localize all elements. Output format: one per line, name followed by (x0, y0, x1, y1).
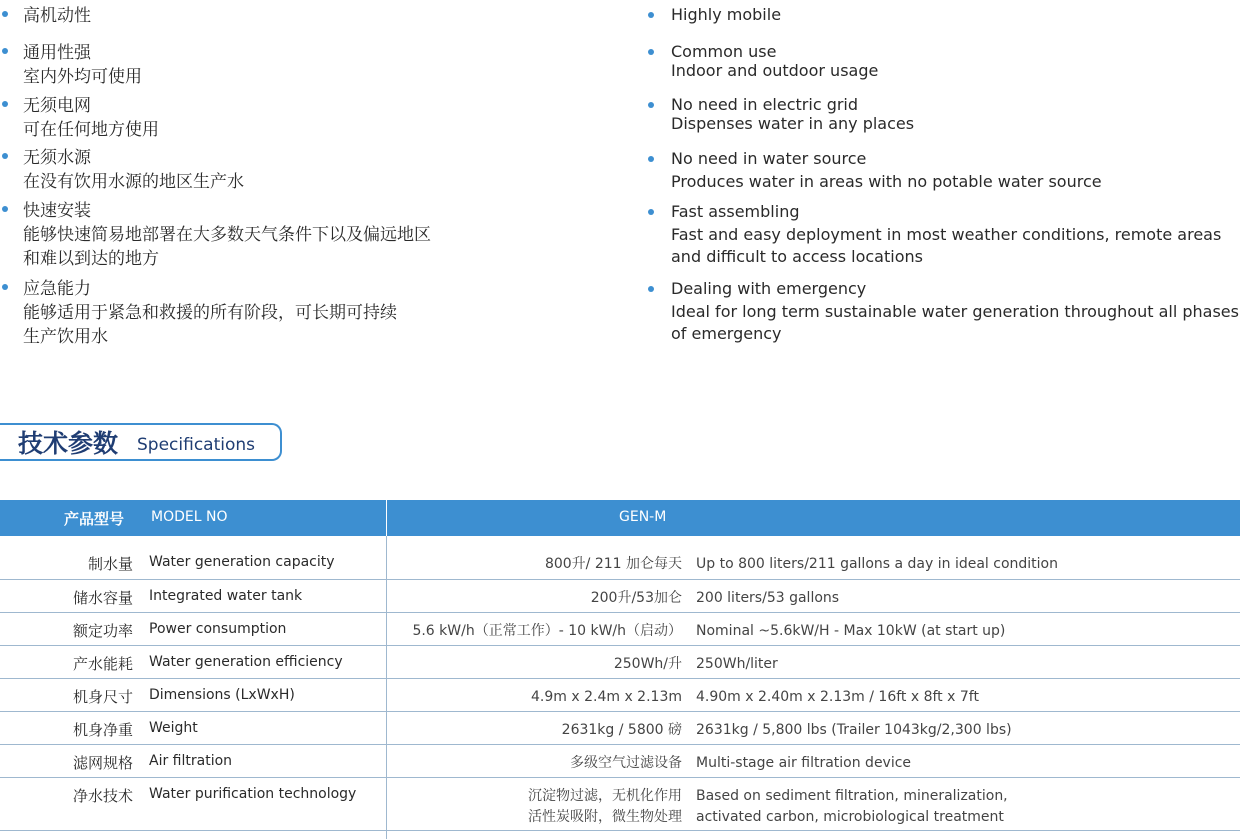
table-row (0, 580, 1240, 613)
feature-desc: Produces water in areas with no potable water source (671, 172, 1102, 191)
feature-desc: 和难以到达的地方 (23, 249, 159, 269)
row-value-en: 250Wh/liter (696, 656, 778, 672)
feature-title: Common use (671, 42, 777, 61)
bullet-icon (648, 12, 654, 18)
row-label-en: Integrated water tank (149, 588, 303, 604)
table-row (0, 745, 1240, 778)
bullet-icon (648, 286, 654, 292)
row-label-cn: 产水能耗 (72, 655, 133, 673)
feature-desc: 可在任何地方使用 (23, 120, 159, 140)
header-model-en: MODEL NO (151, 509, 228, 525)
bullet-icon (648, 209, 654, 215)
feature-title: No need in electric grid (671, 95, 859, 114)
header-divider (386, 500, 387, 536)
feature-desc: Indoor and outdoor usage (671, 61, 879, 80)
row-label-en: Water generation efficiency (149, 654, 343, 670)
row-label-cn: 机身净重 (72, 721, 133, 739)
row-value-cn: 4.9m x 2.4m x 2.13m (531, 689, 682, 705)
feature-desc: 能够快速简易地部署在大多数天气条件下以及偏远地区 (23, 225, 431, 245)
row-value-en: 2631kg / 5,800 lbs (Trailer 1043kg/2,300 lbs) (696, 722, 1012, 738)
row-label-en: Dimensions (LxWxH) (149, 687, 295, 703)
feature-title: 通用性强 (23, 43, 91, 63)
feature-title: Fast assembling (671, 202, 800, 221)
row-value-en: Multi-stage air filtration device (696, 755, 912, 771)
feature-title: No need in water source (671, 149, 867, 168)
table-row (0, 613, 1240, 646)
feature-title: 应急能力 (23, 279, 91, 299)
section-heading-cn: 技术参数 (18, 429, 119, 458)
header-model-value: GEN-M (619, 509, 667, 525)
row-value-en: 200 liters/53 gallons (696, 590, 840, 606)
bullet-icon (2, 101, 8, 107)
row-label-cn: 净水技术 (72, 787, 133, 805)
table-row (0, 646, 1240, 679)
feature-desc: 生产饮用水 (23, 327, 108, 347)
row-label-en: Air filtration (149, 753, 233, 769)
row-value-cn: 250Wh/升 (613, 656, 682, 672)
row-label-en: Water purification technology (149, 786, 357, 802)
bullet-icon (2, 153, 8, 159)
feature-desc: Ideal for long term sustainable water generation throughout all phases of emergency (671, 302, 1239, 343)
row-label-en: Weight (149, 720, 198, 736)
row-label-en: Water generation capacity (149, 554, 335, 570)
table-row (0, 712, 1240, 745)
row-value-cn: 5.6 kW/h（正常工作）- 10 kW/h（启动） (412, 623, 682, 639)
feature-title: Highly mobile (671, 5, 782, 24)
bullet-icon (648, 102, 654, 108)
feature-desc: Fast and easy deployment in most weather conditions, remote areas and difficult to access locations (671, 225, 1222, 266)
row-value-cn: 2631kg / 5800 磅 (561, 722, 682, 738)
table-header (0, 500, 1240, 536)
bullet-icon (2, 206, 8, 212)
row-value-en: activated carbon, microbiological treatment (696, 809, 1004, 825)
row-value-cn: 活性炭吸附，微生物处理 (528, 809, 682, 825)
feature-desc: Dispenses water in any places (671, 114, 915, 133)
row-label-cn: 制水量 (87, 555, 133, 573)
table-row (0, 546, 1240, 580)
row-label-cn: 机身尺寸 (72, 688, 133, 706)
feature-desc: 能够适用于紧急和救援的所有阶段，可长期可持续 (23, 303, 397, 323)
feature-title: Dealing with emergency (671, 279, 867, 298)
row-value-cn: 800升/ 211 加仑每天 (544, 556, 682, 572)
row-value-cn: 200升/53加仑 (590, 590, 682, 606)
bullet-icon (2, 11, 8, 17)
table-row (0, 778, 1240, 831)
row-value-cn: 多级空气过滤设备 (570, 755, 682, 771)
section-heading-en: Specifications (137, 435, 256, 455)
bullet-icon (648, 49, 654, 55)
row-label-cn: 额定功率 (72, 622, 133, 640)
row-value-en: Nominal ~5.6kW/H - Max 10kW (at start up) (696, 623, 1006, 639)
feature-desc: 室内外均可使用 (23, 67, 142, 87)
bullet-icon (2, 48, 8, 54)
feature-desc: 在没有饮用水源的地区生产水 (23, 172, 244, 192)
bullet-icon (648, 156, 654, 162)
row-label-en: Power consumption (149, 621, 287, 637)
feature-title: 无须水源 (23, 148, 91, 168)
row-label-cn: 滤网规格 (72, 754, 133, 772)
feature-title: 无须电网 (23, 96, 91, 116)
section-heading (0, 423, 282, 461)
table-row (0, 679, 1240, 712)
row-value-en: 4.90m x 2.40m x 2.13m / 16ft x 8ft x 7ft (696, 689, 979, 705)
row-value-en: Up to 800 liters/211 gallons a day in ideal condition (696, 556, 1058, 572)
header-model-cn: 产品型号 (64, 510, 125, 528)
row-value-cn: 沉淀物过滤，无机化作用 (528, 788, 682, 804)
bullet-icon (2, 284, 8, 290)
row-label-cn: 储水容量 (72, 589, 133, 607)
feature-title: 快速安装 (23, 201, 91, 221)
row-value-en: Based on sediment filtration, mineralization, (696, 788, 1008, 804)
feature-title: 高机动性 (23, 6, 91, 26)
